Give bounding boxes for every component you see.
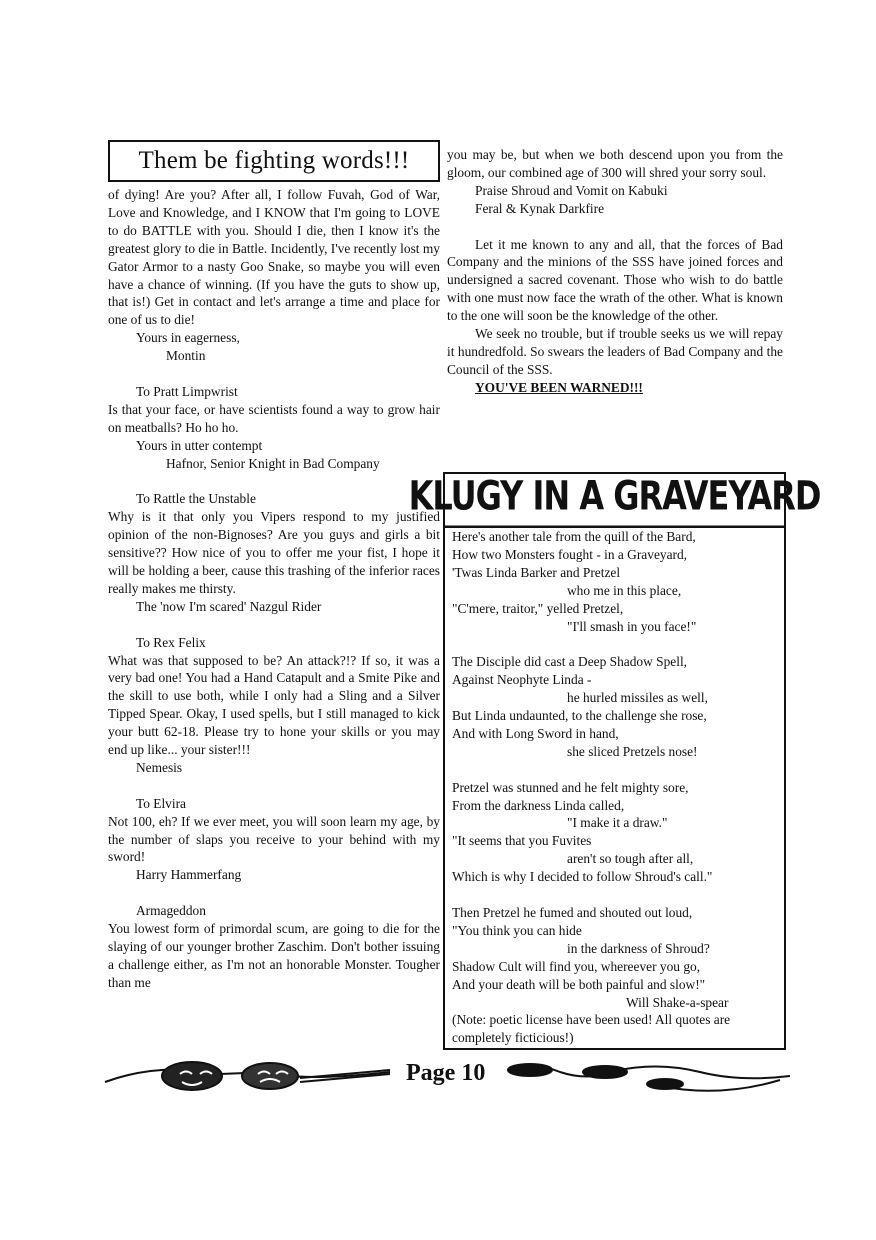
poem-line: aren't so tough after all, <box>567 851 694 867</box>
pratt-addressee: To Pratt Limpwrist <box>136 383 238 399</box>
poem-line: Then Pretzel he fumed and shouted out loud, <box>452 904 693 920</box>
swirl-ornament-icon <box>508 1064 790 1091</box>
warning-text: YOU'VE BEEN WARNED!!! <box>475 379 643 395</box>
armageddon-letter-text: You lowest form of primordal scum, are going to die for the slaying of our younger brother Zaschim. Don't bother issuing a challenge either, as I'm not an honorable Monster. Tougher than me <box>108 921 440 990</box>
poem-line: "You think you can hide <box>452 922 582 938</box>
pratt-signature: Hafnor, Senior Knight in Bad Company <box>166 455 380 471</box>
masks-ornament-icon <box>105 1062 390 1090</box>
montin-closing: Yours in eagerness, <box>136 330 240 346</box>
poem-line: But Linda undaunted, to the challenge she rose, <box>452 708 707 724</box>
poem-line: she sliced Pretzels nose! <box>567 743 698 759</box>
poem-line: 'Twas Linda Barker and Pretzel <box>452 564 621 580</box>
montin-signature: Montin <box>166 348 206 364</box>
continued-signature-line1: Praise Shroud and Vomit on Kabuki <box>475 182 668 198</box>
poem-line: From the darkness Linda called, <box>452 797 625 813</box>
section-header <box>108 140 440 182</box>
poem-line: Which is why I decided to follow Shroud's call." <box>452 869 713 885</box>
right-column <box>447 146 783 397</box>
poem-line: who me in this place, <box>567 582 682 598</box>
poem-line: How two Monsters fought - in a Graveyard, <box>452 546 688 562</box>
poem-line: And with Long Sword in hand, <box>452 725 619 741</box>
section-title: Them be fighting words!!! <box>138 147 410 175</box>
rex-signature: Nemesis <box>136 759 183 775</box>
montin-letter-text: of dying! Are you? After all, I follow Fuvah, God of War, Love and Knowledge, and I KNOW that I'm going to LOVE to do BATTLE with you. Should I die, then I know it's the greatest glory to die in Battle. Incidently, I've recently lost my Gator Armor to a nasty Goo Snake, so maybe you will even have a chance of winning. (If you have the guts to show up, that is!) Get in contact and let's arrange a time and place for one of us to die! <box>108 187 440 328</box>
poem-signature: Will Shake-a-spear <box>626 994 729 1010</box>
rex-addressee: To Rex Felix <box>136 634 206 650</box>
poem-line: And your death will be both painful and slow!" <box>452 976 706 992</box>
left-column <box>108 140 440 992</box>
continued-letter-text: you may be, but when we both descend upon you from the gloom, our combined age of 300 will shred your sorry soul. <box>447 147 783 180</box>
rex-letter-text: What was that supposed to be? An attack?!? If so, it was a very bad one! You had a Hand Catapult and a Smite Pike and the skill to use both, while I only had a Sling and a Silver Tipped Spear. Okay, I used spells, but I still managed to kick your butt 62-18. Please try to hone your skills or you may end up like... your sister!!! <box>108 652 440 758</box>
poem-line: The Disciple did cast a Deep Shadow Spell, <box>452 654 688 670</box>
elvira-letter-text: Not 100, eh? If we ever meet, you will soon learn my age, by the number of slaps you receive to your behind with my sword! <box>108 813 440 865</box>
elvira-addressee: To Elvira <box>136 795 187 811</box>
rattle-addressee: To Rattle the Unstable <box>136 491 256 507</box>
poem-line: "I make it a draw." <box>567 815 668 831</box>
alliance-announcement: Let it me known to any and all, that the forces of Bad Company and the minions of the SSS have joined forces and undersigned a sacred covenant. Those who wish to do battle with one must now face the wrath of the other. What is known to the one will soon be the knowledge of the other. <box>447 236 783 324</box>
pratt-closing: Yours in utter contempt <box>136 437 263 453</box>
poem-line: Shadow Cult will find you, whereever you go, <box>452 958 701 974</box>
poem-note: (Note: poetic license have been used! All quotes are completely ficticious!) <box>452 1012 731 1046</box>
poem-line: Pretzel was stunned and he felt mighty sore, <box>452 779 689 795</box>
poem-line: Against Neophyte Linda - <box>452 672 592 688</box>
alliance-oath: We seek no trouble, but if trouble seeks us we will repay it hundredfold. So swears the leaders of Bad Company and the Council of the SSS. <box>447 326 783 377</box>
continued-signature-line2: Feral & Kynak Darkfire <box>475 200 605 216</box>
rattle-signature: The 'now I'm scared' Nazgul Rider <box>136 598 322 614</box>
poem-line: "I'll smash in you face!" <box>567 618 697 634</box>
poem-line: he hurled missiles as well, <box>567 690 708 706</box>
poem-line: Here's another tale from the quill of the Bard, <box>452 529 696 544</box>
poem-line: "It seems that you Fuvites <box>452 833 592 849</box>
poem-title: KLUGY IN A GRAVEYARD <box>445 468 784 528</box>
rattle-letter-text: Why is it that only you Vipers respond to my justified opinion of the non-Bignoses? Are you guys and girls a bit sensitive?? How nice of you to offer me your fist, I hope it will be holding a beer, cause this trashing of the inferior races really makes me thirsty. <box>108 509 440 596</box>
elvira-signature: Harry Hammerfang <box>136 867 242 883</box>
poem-box <box>408 471 821 1050</box>
page-number: Page 10 <box>406 1060 486 1086</box>
poem-line: in the darkness of Shroud? <box>567 940 710 956</box>
poem-line: "C'mere, traitor," yelled Pretzel, <box>452 600 624 616</box>
poem-body <box>445 522 784 1047</box>
armageddon-addressee: Armageddon <box>136 903 206 919</box>
pratt-letter-text: Is that your face, or have scientists found a way to grow hair on meatballs? Ho ho ho. <box>108 401 440 435</box>
